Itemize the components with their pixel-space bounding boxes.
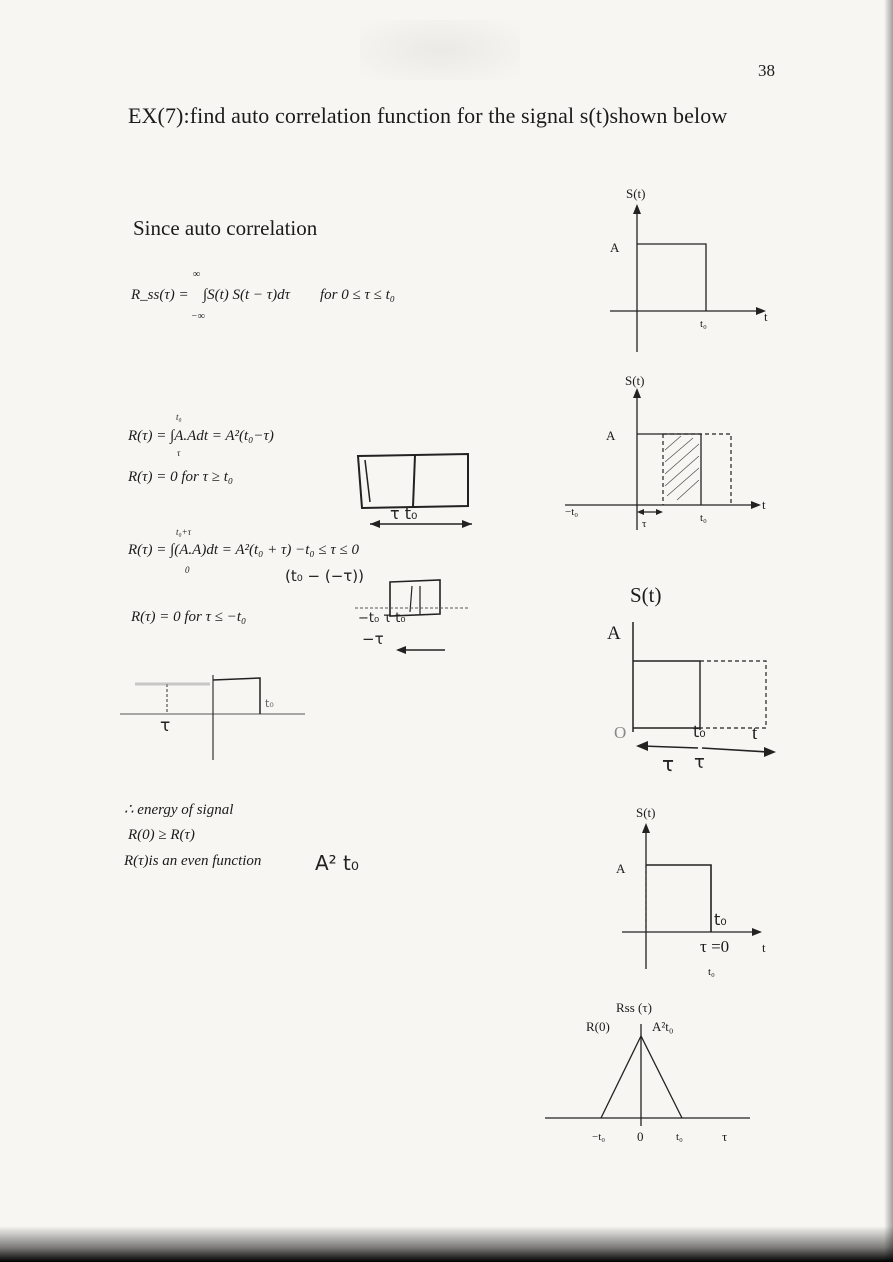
fig2-amp: A	[606, 428, 616, 443]
page-title: EX(7):find auto correlation function for the signal s(t)shown below	[128, 103, 728, 128]
fig3-arrow-left	[636, 741, 648, 751]
fig5-peak: A²t₀	[652, 1019, 674, 1034]
fig3-shifted-pulse	[700, 661, 766, 728]
figure-1-signal	[600, 200, 780, 360]
fig1-ylabel: S(t)	[626, 186, 646, 201]
hand-neg-t0-tau: −t₀ τ t₀	[358, 611, 406, 626]
fig4-hand-t0: t₀	[714, 910, 727, 929]
eq-r2: R(τ) = 0 for τ ≥ t₀	[128, 469, 234, 485]
fig3-pulse	[633, 661, 700, 730]
hand-sketch-overlap	[340, 450, 480, 540]
fig1-y-arrow	[633, 204, 641, 214]
note-r0: R(0) ≥ R(τ)	[128, 827, 195, 843]
fig4-ylabel: S(t)	[636, 805, 656, 820]
fig3-arrow-left-line	[642, 746, 698, 748]
fig5-t0: t₀	[676, 1131, 683, 1143]
sketch-arrow-right	[462, 520, 472, 528]
r1-lower-limit: τ	[177, 448, 181, 458]
def-integrand: ∫S(t) S(t − τ)dτ	[203, 287, 291, 303]
fig3-hand-t0: t₀	[693, 722, 706, 741]
def-lower-limit: −∞	[191, 311, 205, 322]
figure-3-overlap	[600, 600, 790, 775]
fig5-ylabel: Rss (τ)	[616, 1000, 652, 1015]
hand-tau-t0: τ t₀	[390, 504, 418, 523]
fig4-xlabel: t	[762, 940, 766, 955]
fig5-neg-t0: −t₀	[592, 1131, 606, 1143]
note-energy: ∴ energy of signal	[124, 802, 234, 818]
fig2-tau: τ	[642, 518, 647, 530]
def-lhs: R_ss(τ) =	[131, 287, 189, 303]
fig3-hand-tau1: τ	[662, 752, 675, 776]
hand-sketch-lower	[115, 670, 315, 770]
fig3-amp: A	[607, 623, 621, 644]
hand-sketch-tau: τ	[160, 716, 171, 736]
fig1-xlabel: t	[764, 309, 768, 324]
hand-t0-minus: (t₀ − (−τ))	[285, 567, 365, 585]
fig1-pulse	[637, 244, 706, 311]
fig2-y-arrow	[633, 388, 641, 398]
def-condition: for 0 ≤ τ ≤ t₀	[320, 287, 395, 303]
fig4-dashed-pulse	[646, 865, 711, 932]
fig2-x-arrow	[751, 501, 761, 509]
fig3-hand-tau2: τ	[694, 752, 705, 773]
lower-sketch-pulse	[213, 678, 260, 714]
fig2-ylabel: S(t)	[625, 373, 645, 388]
r1-upper-limit: t₀	[176, 412, 182, 422]
hand-a2t0: A² t₀	[315, 851, 359, 875]
fig3-arrow-right-line	[702, 748, 768, 752]
figure-4-zero-shift	[600, 815, 780, 975]
sketch-box-divider	[413, 455, 415, 507]
fig5-tau: τ	[722, 1129, 728, 1144]
fig3-arrow-right	[764, 747, 776, 757]
fig2-neg-t0: −t₀	[565, 506, 579, 518]
fig4-t0: t₀	[708, 966, 715, 978]
sketch-arrow-left	[370, 520, 380, 528]
fig3-ylabel: S(t)	[630, 583, 662, 607]
fig4-amp: A	[616, 861, 626, 876]
r3-upper-limit: t₀+τ	[176, 527, 191, 537]
r3-lower-limit: 0	[185, 565, 190, 575]
fig2-tau-arrow-l	[637, 509, 644, 515]
page-number: 38	[758, 61, 775, 80]
figure-2-shifted	[555, 380, 775, 540]
scan-smudge	[360, 20, 520, 80]
fig4-y-arrow	[642, 823, 650, 833]
fig1-amp: A	[610, 240, 620, 255]
scan-bottom-shadow	[0, 1226, 893, 1262]
fig4-pulse	[646, 865, 711, 932]
fig5-zero: 0	[637, 1129, 644, 1144]
fig1-t0: t₀	[700, 318, 707, 330]
fig2-xlabel: t	[762, 497, 766, 512]
hand-sketch-t0: t₀	[265, 697, 274, 710]
fig3-xlabel: t	[752, 723, 758, 744]
hand-neg-tau: −τ	[362, 630, 384, 648]
fig5-r0: R(0)	[586, 1019, 610, 1034]
eq-r4: R(τ) = 0 for τ ≤ −t₀	[131, 609, 247, 625]
eq-r1: R(τ) = ∫A.Adt = A²(t₀−τ)	[128, 428, 274, 444]
fig2-tau-arrow-r	[656, 509, 663, 515]
fig4-tau-eq: τ =0	[700, 937, 730, 956]
fig2-hatch	[665, 436, 699, 500]
scan-right-edge	[884, 0, 893, 1262]
note-even: R(τ)is an even function	[124, 853, 262, 869]
intro-text: Since auto correlation	[133, 216, 318, 240]
fig3-origin: O	[614, 723, 627, 742]
def-upper-limit: ∞	[193, 269, 201, 280]
fig4-x-arrow	[752, 928, 762, 936]
eq-r3: R(τ) = ∫(A.A)dt = A²(t₀ + τ) −t₀ ≤ τ ≤ 0	[128, 542, 359, 558]
sketch-box-inner-line	[365, 460, 370, 502]
fig2-t0: t₀	[700, 512, 707, 524]
sketch-shift-arrowhead	[396, 646, 406, 654]
